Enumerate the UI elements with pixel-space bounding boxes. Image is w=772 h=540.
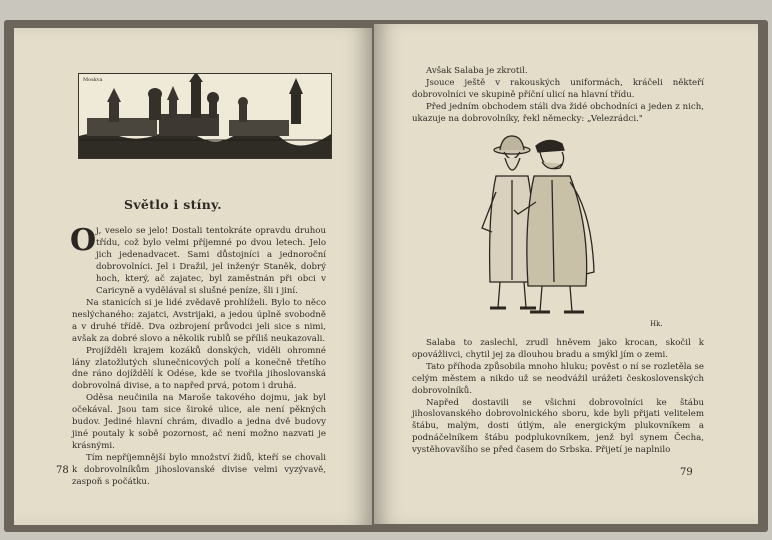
chapter-title: Světlo i stíny. <box>124 197 222 212</box>
paragraph: Napřed dostavili se všichni dobrovolníci ke štábu jihoslovanského dobrovolnického sboru, kde byli přijati velitelem štábu, malým, dosti útlým, ale energickým plukovníkem a podnáčelníkem štábu podplukovníkem, jenž byl synem Čecha, vystěhovavšího se před časem do Srbska. Přijetí je naplnilo <box>412 397 704 456</box>
paragraph: Projížděli krajem kozáků donských, viděli ohromné lány zlatožlutých slunečnicových polí a konečně třetího dne ráno dojíždělí k Odése, kde se tvořila jihoslovanská dobrovolná divise, a to napřed prvá, potom i druhá. <box>72 345 326 392</box>
illustration-signature: Hk. <box>650 320 663 328</box>
paragraph: Avšak Salaba je zkrotil. <box>426 66 528 76</box>
drop-cap: O <box>70 223 97 258</box>
paragraph: Tím nepříjemnější bylo množství židů, kteří se chovali k dobrovolníkům jihoslovanské divise velmi vyzývavě, zaspoň s počátku. <box>72 452 326 487</box>
first-paragraph: j, veselo se jelo! Dostali tentokráte opravdu druhou třídu, což bylo velmi příjemné po dvou letech. Jelo jich jedenadvacet. Sami důstojníci a jednoroční dobrovolníci. Jel i Dražil, jel inženýr Staněk, dobrý hoch, který, ač zajatec, byl zaměstnán při obci v Caricyně a vydělával si slušné peníze, šli i jiní. <box>96 226 326 296</box>
right-page <box>374 24 758 524</box>
page-number-right: 79 <box>680 467 693 478</box>
paragraph: Na stanicích si je lidé zvědavě prohlíželi. Bylo to něco neslýchaného: zajatci, Avstrijaki, a jedou úplně svobodně a v druhé třídě. Dva ozbrojení průvodci jeli sice s nimi, avšak za dobré slovo a několik rublů se příliš neukazovali. <box>72 298 326 344</box>
paragraph: Salaba to zaslechl, zrudl hněvem jako krocan, skočil k opovážlivci, chytil jej za dlouhou bradu a smýkl jím o zemi. <box>412 338 704 360</box>
banner-label: Moskva <box>83 77 103 83</box>
moscow-skyline-illustration <box>78 73 332 159</box>
paragraph: Oděsa neučinila na Maroše takového dojmu, jak byl očekával. Jsou tam sice široké ulice, ale není pěkných budov. Jediné hlavní chrám, divadlo a jedna dvě budovy jiné poutaly k sobě pozornost, ač není možno nazvati je krásnými. <box>72 393 326 451</box>
paragraph: Jsouce ještě v rakouských uniformách, kráčeli někteří dobrovolníci ve skupině příční ulicí na hlavní třídu. <box>412 77 704 100</box>
paragraph: Tato příhoda způsobila mnoho hluku; pověst o ní se rozletěla se celým městem a nikdo už se neodvážil urážeti československých dobrovolníků. <box>412 361 704 396</box>
right-top-text <box>412 66 704 126</box>
left-page <box>14 28 372 525</box>
right-bottom-text <box>412 338 704 457</box>
left-body-text <box>72 298 326 489</box>
paragraph: Před jedním obchodem stáli dva židé obchodníci a jeden z nich, ukazuje na dobrovolníky, řekl německy: „Velezrádci." <box>412 101 704 124</box>
two-men-illustration <box>474 132 624 322</box>
page-number-left: 78 <box>56 465 69 476</box>
